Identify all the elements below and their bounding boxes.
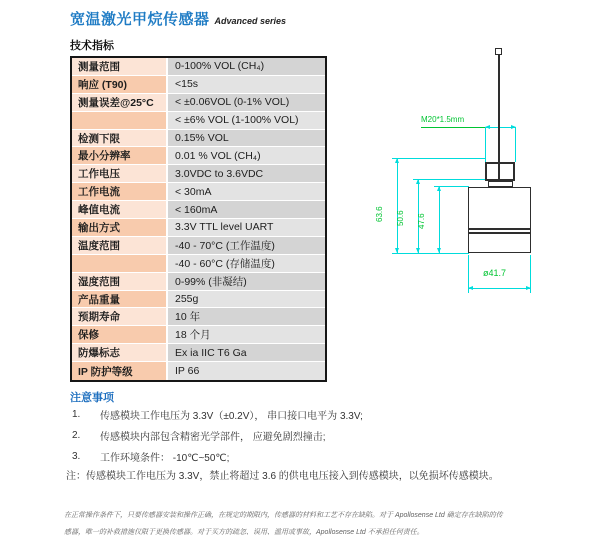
sensor-thread-block xyxy=(485,162,515,181)
arrowhead xyxy=(395,158,399,163)
spec-row xyxy=(72,255,325,273)
note-item xyxy=(72,425,542,446)
spec-label: 保修 xyxy=(72,326,168,343)
spec-row xyxy=(72,165,325,183)
arrowhead xyxy=(511,125,516,129)
sensor-body-groove xyxy=(469,228,530,230)
spec-label: 最小分辨率 xyxy=(72,147,168,164)
dimension-drawing xyxy=(375,40,558,305)
spec-row xyxy=(72,94,325,112)
disclaimer-line: 在正常操作条件下，只要传感器安装和操作正确，在规定的期限内，传感器的材料和工艺不存在缺陷。对于 Apollosense Ltd 确定存在缺陷的传 xyxy=(64,512,503,519)
spec-label xyxy=(72,255,168,272)
spec-label: 预期寿命 xyxy=(72,308,168,325)
spec-row xyxy=(72,112,325,130)
spec-value: 0-100% VOL (CH₄) xyxy=(168,58,325,75)
page-title xyxy=(70,8,286,29)
spec-value: 3.0VDC to 3.6VDC xyxy=(168,165,325,182)
arrowhead xyxy=(526,286,531,290)
spec-row xyxy=(72,147,325,165)
sensor-antenna-cap xyxy=(495,48,502,55)
spec-row xyxy=(72,130,325,148)
spec-value: 18 个月 xyxy=(168,326,325,343)
spec-value: 10 年 xyxy=(168,308,325,325)
disclaimer-line: 感器，唯一的补救措施仅限于更换传感器。对于买方的疏忽、误用、滥用或事故，Apollosense Ltd 不承担任何责任。 xyxy=(64,529,424,536)
spec-label: 响应 (T90) xyxy=(72,76,168,93)
section-heading-notes: 注意事项 xyxy=(70,392,114,404)
spec-label: 测量范围 xyxy=(72,58,168,75)
spec-value: 0.15% VOL xyxy=(168,130,325,147)
arrowhead xyxy=(468,286,473,290)
note-number: 3. xyxy=(72,451,81,462)
thread-ext-right xyxy=(515,127,516,162)
section-heading-specs: 技术指标 xyxy=(70,40,114,52)
spec-value: < ±0.06VOL (0-1% VOL) xyxy=(168,94,325,111)
spec-row xyxy=(72,183,325,201)
spec-row xyxy=(72,291,325,309)
dim-label-thread: M20*1.5mm xyxy=(421,115,465,124)
spec-label: 产品重量 xyxy=(72,291,168,308)
spec-value: -40 - 70°C (工作温度) xyxy=(168,237,325,254)
spec-row xyxy=(72,58,325,76)
spec-row xyxy=(72,76,325,94)
spec-row xyxy=(72,201,325,219)
spec-row xyxy=(72,237,325,255)
spec-value: < ±6% VOL (1-100% VOL) xyxy=(168,112,325,129)
spec-value: 3.3V TTL level UART xyxy=(168,219,325,236)
arrowhead xyxy=(485,125,490,129)
arrowhead xyxy=(437,186,441,191)
spec-value: 0.01 % VOL (CH₄) xyxy=(168,147,325,164)
spec-value: IP 66 xyxy=(168,362,325,380)
arrowhead xyxy=(437,248,441,253)
notes-list xyxy=(72,404,542,467)
note-text: 传感模块内部包含精密光学部件， 应避免剧烈撞击; xyxy=(100,432,326,443)
dim-label-diameter: ø41.7 xyxy=(483,268,507,278)
spec-row xyxy=(72,344,325,362)
dim-line-63 xyxy=(397,158,398,253)
spec-row xyxy=(72,362,325,380)
spec-table-rows xyxy=(72,58,325,380)
note-number: 2. xyxy=(72,430,81,441)
note-text: 传感模块工作电压为 3.3V（±0.2V）， 串口接口电平为 3.3V; xyxy=(100,411,363,422)
spec-label: 检测下限 xyxy=(72,130,168,147)
spec-row xyxy=(72,219,325,237)
page-title-cn: 宽温激光甲烷传感器 xyxy=(70,11,210,28)
spec-value: < 160mA xyxy=(168,201,325,218)
spec-label: 防爆标志 xyxy=(72,344,168,361)
spec-label: 工作电流 xyxy=(72,183,168,200)
dia-dim-line xyxy=(468,288,531,289)
note-remark: 注：传感模块工作电压为 3.3V，禁止将超过 3.6 的供电电压接入到传感模块，以免损坏传感模块。 xyxy=(66,471,499,482)
spec-label: 峰值电流 xyxy=(72,201,168,218)
arrowhead xyxy=(416,248,420,253)
spec-row xyxy=(72,308,325,326)
ext-line-top xyxy=(392,158,485,159)
spec-label: 湿度范围 xyxy=(72,273,168,290)
sensor-body-groove xyxy=(469,232,530,234)
arrowhead xyxy=(416,179,420,184)
sensor-body xyxy=(468,187,531,253)
spec-label: 输出方式 xyxy=(72,219,168,236)
dim-label-body-height: 47.6 xyxy=(417,213,426,229)
note-item xyxy=(72,404,542,425)
spec-label: IP 防护等级 xyxy=(72,362,168,380)
page-title-series: Advanced series xyxy=(214,16,287,26)
disclaimer xyxy=(64,510,546,544)
thread-ext-left xyxy=(485,127,486,162)
spec-label xyxy=(72,112,168,129)
spec-label: 温度范围 xyxy=(72,237,168,254)
arrowhead xyxy=(395,248,399,253)
note-number: 1. xyxy=(72,409,81,420)
spec-row xyxy=(72,326,325,344)
dim-label-mid-height: 50.6 xyxy=(396,210,405,226)
sensor-antenna xyxy=(498,55,500,180)
spec-value: 255g xyxy=(168,291,325,308)
spec-row xyxy=(72,273,325,291)
dim-line-47 xyxy=(439,186,440,253)
spec-value: <15s xyxy=(168,76,325,93)
thread-label-leader xyxy=(421,127,485,128)
ext-line-mid1 xyxy=(413,179,488,180)
spec-label: 工作电压 xyxy=(72,165,168,182)
note-text: 工作环境条件： -10℃~50℃; xyxy=(100,453,230,464)
spec-table xyxy=(70,56,327,382)
spec-value: Ex ia IIC T6 Ga xyxy=(168,344,325,361)
spec-label: 测量误差@25°C xyxy=(72,94,168,111)
ext-line-bottom xyxy=(392,253,469,254)
spec-value: < 30mA xyxy=(168,183,325,200)
dim-label-total-height: 63.6 xyxy=(375,206,384,222)
note-item xyxy=(72,446,542,467)
spec-value: 0-99% (非凝结) xyxy=(168,273,325,290)
spec-value: -40 - 60°C (存储温度) xyxy=(168,255,325,272)
